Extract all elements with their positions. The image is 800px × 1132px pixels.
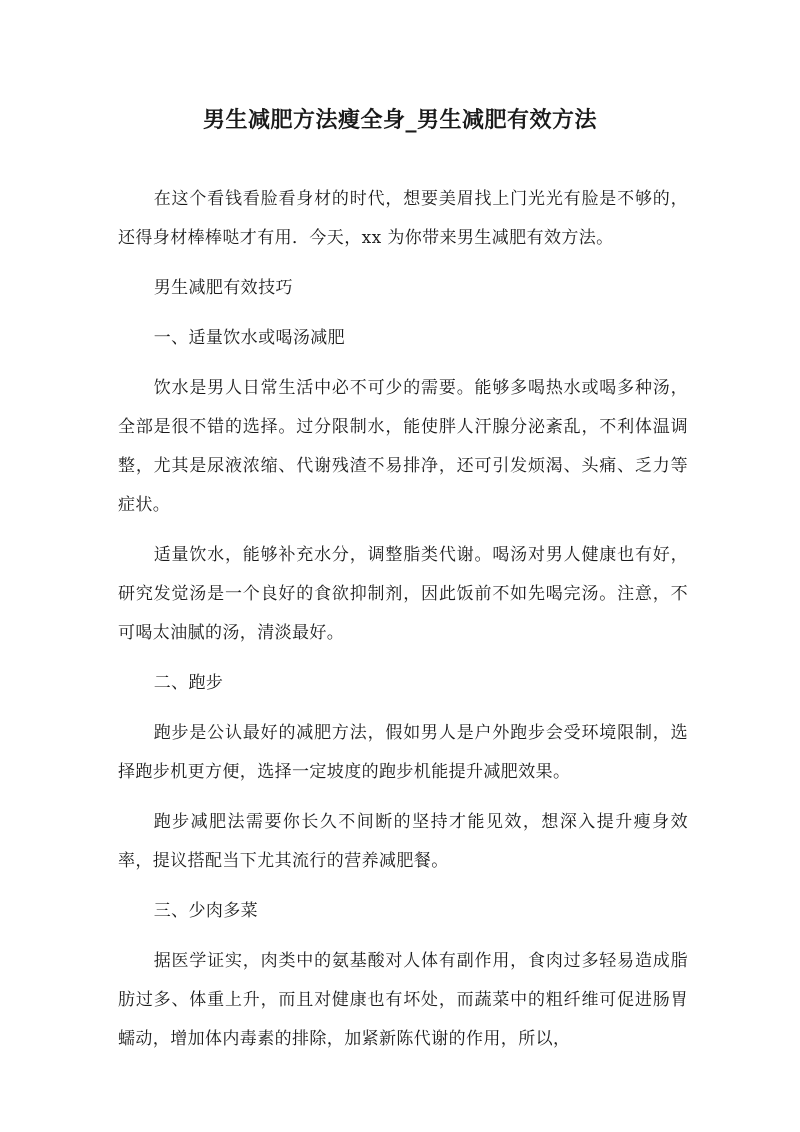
section-heading-running: 二、跑步 — [153, 673, 224, 693]
section-heading-water: 一、适量饮水或喝汤减肥 — [153, 328, 346, 348]
paragraph-water-2: 适量饮水，能够补充水分，调整脂类代谢。喝汤对男人健康也有好，研究发觉汤是一个良好的食欲抑制剂，因此饭前不如先喝完汤。注意，不可喝太油腻的汤，清淡最好。 — [118, 545, 688, 643]
section-heading-tips: 男生减肥有效技巧 — [153, 278, 293, 298]
paragraph-intro: 在这个看钱看脸看身材的时代，想要美眉找上门光光有脸是不够的，还得身材棒棒哒才有用．今天，xx 为你带来男生减肥有效方法。 — [118, 189, 688, 248]
paragraph-water-1: 饮水是男人日常生活中必不可少的需要。能够多喝热水或喝多种汤，全部是很不错的选择。过分限制水，能使胖人汗腺分泌紊乱，不利体温调整，尤其是尿液浓缩、代谢残渣不易排净，还可引发烦渴、头痛、乏力等症状。 — [118, 378, 688, 515]
section-heading-vegetables: 三、少肉多菜 — [153, 901, 259, 921]
document-body — [118, 180, 688, 1070]
paragraph-running-1: 跑步是公认最好的减肥方法，假如男人是户外跑步会受环境限制，选择跑步机更方便，选择一定坡度的跑步机能提升减肥效果。 — [118, 723, 688, 782]
document-title: 男生减肥方法瘦全身_男生减肥有效方法 — [202, 107, 597, 133]
paragraph-running-2: 跑步减肥法需要你长久不间断的坚持才能见效，想深入提升瘦身效率，提议搭配当下尤其流行的营养减肥餐。 — [118, 812, 688, 871]
paragraph-vegetables-1: 据医学证实，肉类中的氨基酸对人体有副作用，食肉过多轻易造成脂肪过多、体重上升，而且对健康也有坏处，而蔬菜中的粗纤维可促进肠胃蠕动，增加体内毒素的排除，加紧新陈代谢的作用，所以， — [118, 951, 688, 1049]
